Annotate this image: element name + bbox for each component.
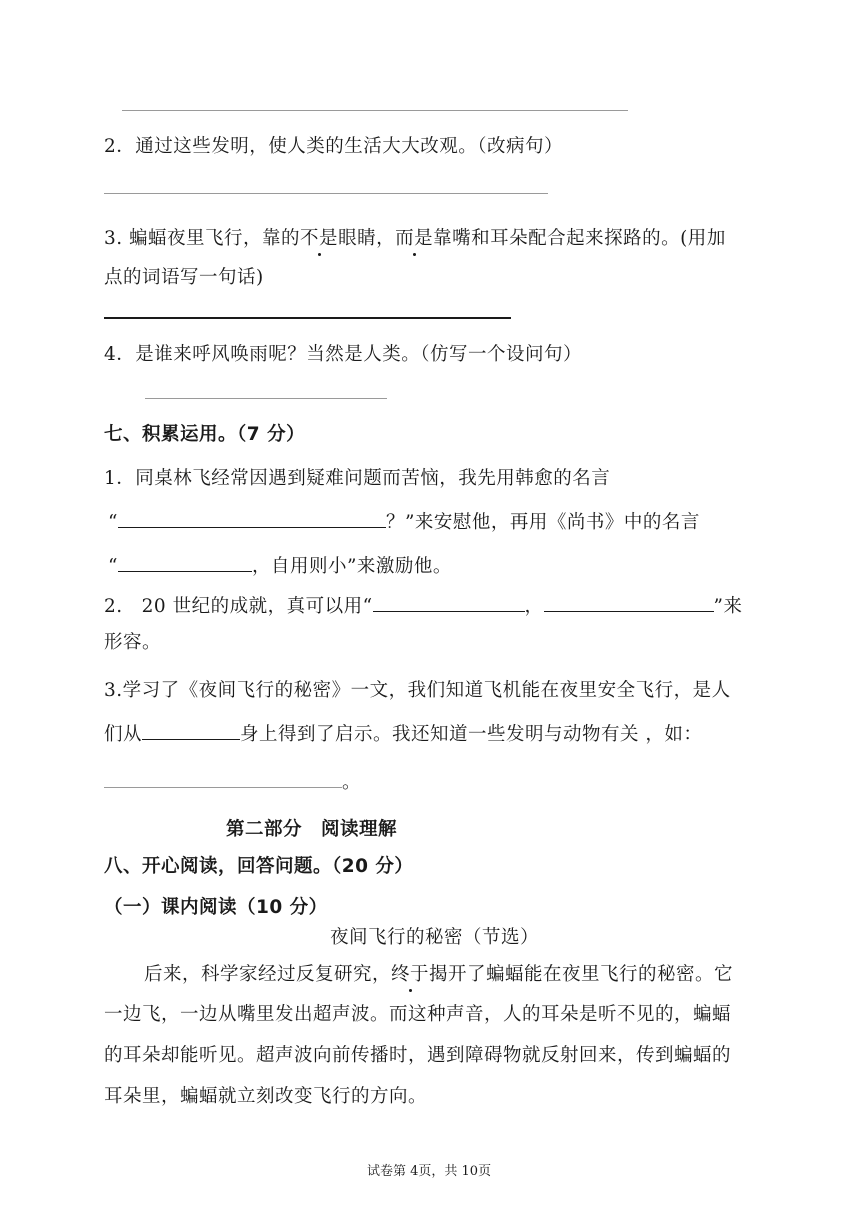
passage-line-1: 后来，科学家经过反复研究，终于揭开了蝙蝠能在夜里飞行的秘密。它 [144, 964, 734, 985]
dotted-word-1: 不是 [300, 228, 339, 249]
question-6-3-line1: 3. 蝙蝠夜里飞行，靠的不是眼睛，而是靠嘴和耳朵配合起来探路的。(用加 [104, 228, 726, 249]
fill-blank-7-3a[interactable] [142, 723, 240, 740]
dotted-word-3: 终于 [391, 964, 430, 985]
answer-line-q2 [104, 193, 548, 194]
fill-blank-7-2b[interactable] [544, 595, 714, 612]
section-8-heading: 八、开心阅读，回答问题。（20 分） [104, 856, 414, 877]
answer-line-q3 [104, 317, 511, 319]
question-7-2-line1: 2. 20 世纪的成就，真可以用“ ， ”来 [104, 596, 743, 617]
passage-line-3: 的耳朵却能听见。超声波向前传播时，遇到障碍物就反射回来，传到蝙蝠的 [104, 1045, 732, 1066]
passage-line-4: 耳朵里，蝙蝠就立刻改变飞行的方向。 [104, 1086, 428, 1107]
question-6-3-line2: 点的词语写一句话) [104, 267, 264, 288]
question-7-1-line3: “ ，自用则小”来激励他。 [108, 556, 452, 577]
subsection-1-heading: （一）课内阅读（10 分） [104, 897, 328, 918]
fill-blank-7-1a[interactable] [118, 511, 386, 528]
passage-line-2: 一边飞，一边从嘴里发出超声波。而这种声音，人的耳朵是听不见的，蝙蝠 [104, 1004, 732, 1025]
passage-title: 夜间飞行的秘密（节选） [330, 927, 540, 948]
question-7-3-line2: 们从 身上得到了启示。我还知道一些发明与动物有关 ，如： [104, 724, 703, 745]
answer-line-q4 [145, 398, 387, 399]
fill-blank-7-3b[interactable] [104, 771, 342, 788]
question-7-3-line3: 。 [104, 768, 361, 794]
page-footer: 试卷第 4页，共 10页 [367, 1164, 492, 1179]
question-7-3-line1: 3.学习了《夜间飞行的秘密》一文，我们知道飞机能在夜里安全飞行，是人 [104, 680, 731, 701]
section-7-heading: 七、积累运用。（7 分） [104, 424, 306, 445]
answer-line-q1 [122, 110, 628, 111]
question-7-2-line2: 形容。 [104, 632, 162, 653]
fill-blank-7-2a[interactable] [373, 595, 525, 612]
question-6-2: 2．通过这些发明，使人类的生活大大改观。（改病句） [104, 136, 564, 157]
fill-blank-7-1b[interactable] [118, 555, 252, 572]
part-2-title: 第二部分 阅读理解 [226, 819, 398, 840]
question-7-1-line1: 1．同桌林飞经常因遇到疑难问题而苦恼，我先用韩愈的名言 [104, 468, 611, 489]
question-6-4: 4．是谁来呼风唤雨呢？当然是人类。（仿写一个设问句） [104, 344, 583, 365]
question-7-1-line2: “ ？”来安慰他，再用《尚书》中的名言 [108, 512, 700, 533]
dotted-word-2: 而是 [395, 228, 434, 249]
